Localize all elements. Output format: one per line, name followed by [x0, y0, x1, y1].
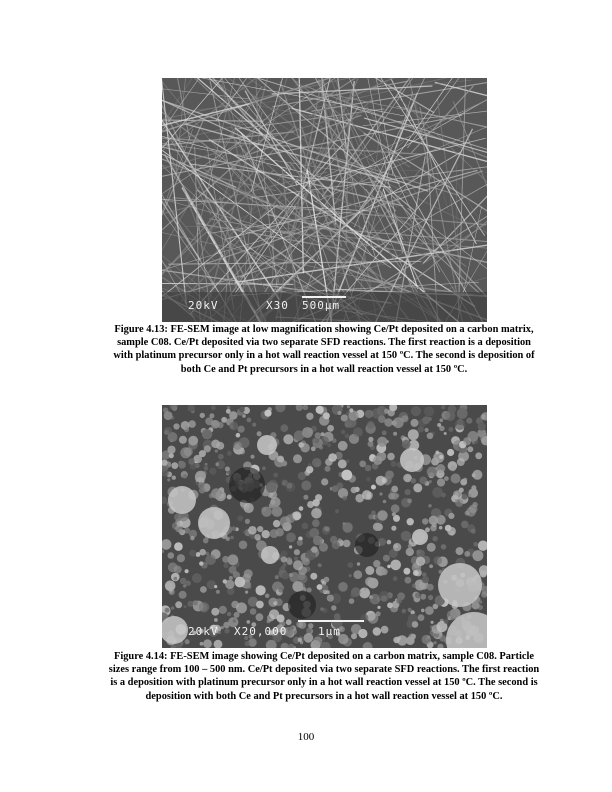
sem-voltage-label: 20kV [188, 299, 219, 312]
scale-bar [302, 296, 346, 298]
figure-caption: Figure 4.14: FE-SEM image showing Ce/Pt deposited on a carbon matrix, sample C08. Particle sizes range from 100 – 500 nm. Ce/Pt deposited via two separate SFD reactions. The first reaction is a deposition with platinum precursor only in a hot wall reaction vessel at 150 ºC. The second is deposition with both Ce and Pt precursors in a hot wall reaction vessel at 150 ºC. [108, 651, 540, 702]
sem-magnification-label: X20,000 [234, 625, 288, 638]
sem-image-particles [162, 405, 487, 648]
figure-caption: Figure 4.13: FE-SEM image at low magnification showing Ce/Pt deposited on a carbon matrix, sample C08. Ce/Pt deposited via two separate SFD reactions. The first reaction is a deposition with platinum precursor only in a hot wall reaction vessel at 150 ºC. The second is deposition of both Ce and Pt precursors in a hot wall reaction vessel at 150 ºC. [113, 324, 535, 375]
fiber-texture [162, 78, 487, 322]
sem-magnification-label: X30 [266, 299, 289, 312]
sem-scale-label: 1µm [318, 625, 341, 638]
page-number: 100 [297, 731, 315, 743]
sem-scale-label: 500µm [302, 299, 341, 312]
particle-texture [162, 405, 487, 648]
sem-voltage-label: 20kV [188, 625, 219, 638]
scale-bar [298, 620, 364, 622]
sem-image-fibers [162, 78, 487, 322]
